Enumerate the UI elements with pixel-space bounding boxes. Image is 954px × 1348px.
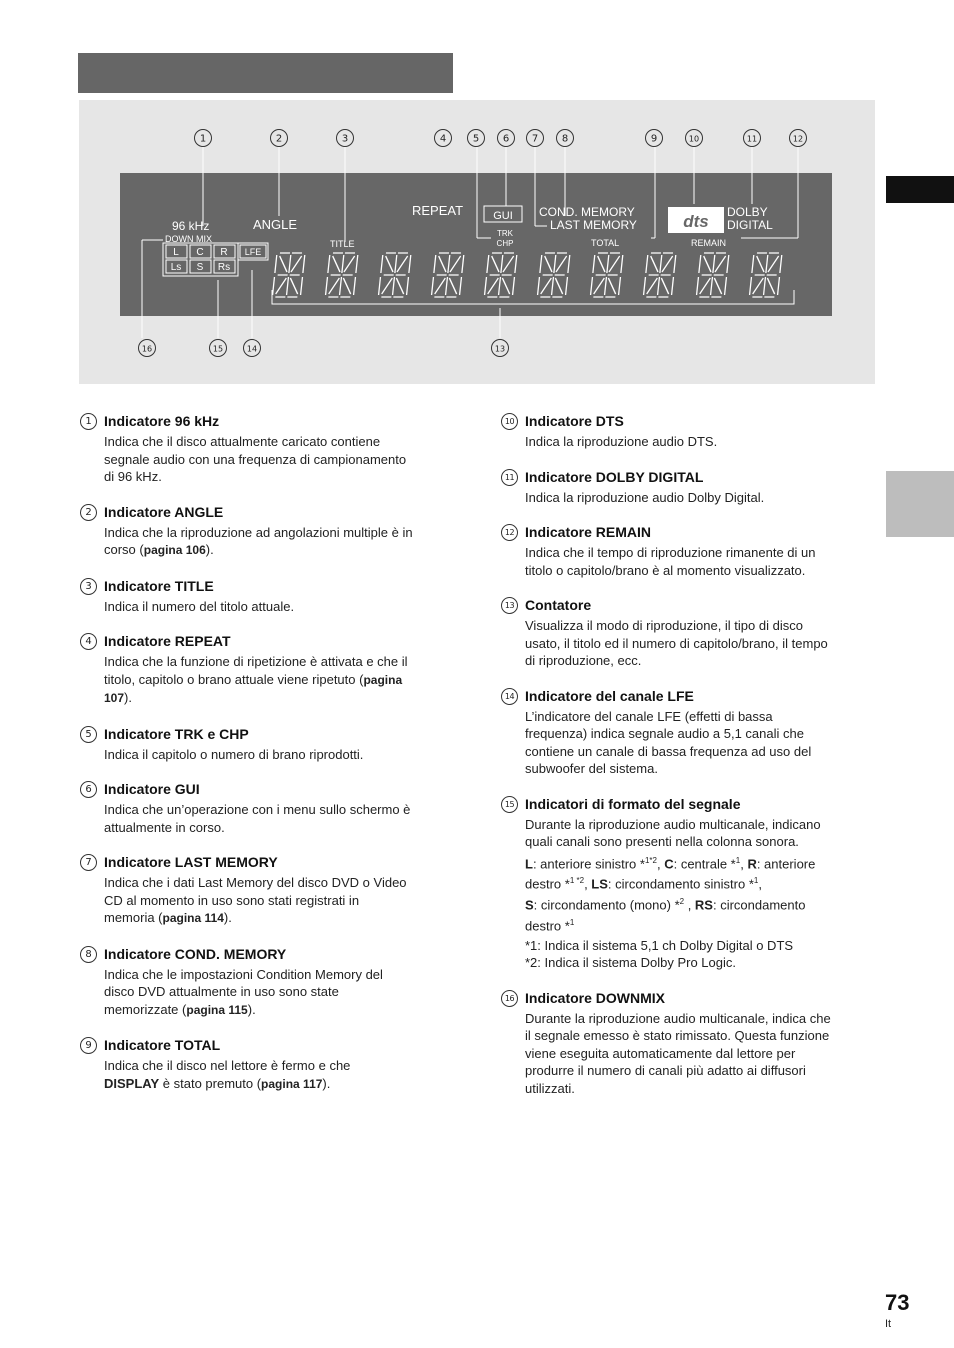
item-number-badge: 14 <box>501 688 518 705</box>
page-number: 73 <box>885 1290 910 1315</box>
item-description <box>525 489 879 507</box>
channel-legend: L: anteriore sinistro *$^{1*2}$, C: centrale *$^1$, R: anteriore destro *$^1$ $^{*2}$, LS: circondamento sinistro *$^1$, S: circondamento (mono) *$^2$ , RS: circondamento destro *$^1$ <box>525 855 816 934</box>
channel-r: R <box>220 247 228 258</box>
text-run: titolo, capitolo o brano attuale viene ripetuto ( <box>104 671 364 687</box>
text-run: Indica che il disco nel lettore è fermo e che <box>104 1058 351 1073</box>
right-column <box>501 412 879 1097</box>
text-run: *1: Indica il sistema 5,1 ch Dolby Digital o DTS <box>525 937 794 953</box>
item-title: Indicatore GUI <box>104 781 200 797</box>
text-run: destro * <box>525 876 570 892</box>
callout-number: 15 <box>212 344 224 354</box>
text-run: memorizzate ( <box>104 1001 187 1017</box>
footnote-mark: 1 <box>753 876 759 886</box>
indicator-item <box>80 853 458 928</box>
text-run: quali canali sono presenti nella colonna sonora. <box>525 834 799 849</box>
channel-rs: Rs <box>217 262 231 273</box>
text-run: RS <box>694 897 713 913</box>
item-title: Indicatore 96 kHz <box>104 413 220 429</box>
text-run: subwoofer del sistema. <box>525 761 658 776</box>
indicator-item <box>501 795 879 972</box>
channel-c: C <box>196 247 204 258</box>
item-description <box>525 617 879 670</box>
item-number-badge: 13 <box>501 597 518 614</box>
item-title: Indicatore TITLE <box>104 577 214 594</box>
dolby-label: DOLBY <box>727 205 768 219</box>
callout-number: 14 <box>246 344 258 354</box>
text-run: Indica che il tempo di riproduzione rimanente di un <box>525 545 816 560</box>
display-diagram <box>79 100 875 384</box>
item-number-badge: 4 <box>80 633 97 650</box>
callout-number: 7 <box>531 133 539 145</box>
down-mix-label: DOWN MIX <box>165 234 212 244</box>
gui-label: GUI <box>493 210 513 222</box>
footnote-mark: 1 <box>569 876 575 886</box>
text-run: : circondamento <box>712 897 806 913</box>
cond-memory-label: COND. MEMORY <box>539 205 635 219</box>
channel-ls: Ls <box>170 262 182 273</box>
callout-number: 12 <box>792 134 804 144</box>
text-run: : circondamento sinistro * <box>607 876 754 892</box>
text-run: disco DVD attualmente in uso sono state <box>104 984 339 999</box>
item-title: Indicatore DOLBY DIGITAL <box>525 468 704 485</box>
item-description <box>104 524 458 560</box>
footnote-mark: 1 <box>644 855 650 865</box>
text-run: memoria ( <box>104 910 163 925</box>
text-run: pagina 117 <box>261 1076 323 1091</box>
item-description <box>104 653 458 708</box>
item-number-badge: 6 <box>80 781 97 798</box>
indicator-item <box>80 725 458 764</box>
side-tab-black <box>886 176 954 203</box>
language-code: It <box>885 1318 892 1330</box>
text-run: produrre il numero di canali più adatto ai diffusori <box>525 1063 806 1079</box>
text-run: utilizzati. <box>525 1080 575 1096</box>
item-title: Indicatore COND. MEMORY <box>104 945 287 962</box>
item-number-badge: 7 <box>80 854 97 871</box>
text-run: Indica la riproduzione audio Dolby Digital. <box>525 489 765 505</box>
text-run: : anteriore sinistro * <box>532 855 645 871</box>
callout-number: 5 <box>472 133 480 145</box>
text-run: Durante la riproduzione audio multicanale, indica che <box>525 1010 831 1026</box>
indicator-item <box>501 468 879 507</box>
item-title: Indicatore DOWNMIX <box>525 989 666 1006</box>
callout-number: 6 <box>502 133 510 145</box>
text-run: pagina 115 <box>186 1002 248 1017</box>
angle-label: ANGLE <box>253 217 298 232</box>
item-description <box>104 433 458 486</box>
text-run: Indica che le impostazioni Condition Memory del <box>104 966 383 982</box>
item-title: Indicatore ANGLE <box>104 503 224 520</box>
last-memory-label: LAST MEMORY <box>550 218 637 232</box>
item-title: Indicatore del canale LFE <box>525 687 694 704</box>
text-run: L’indicatore del canale LFE (effetti di bassa <box>525 708 773 724</box>
text-run: Indica la riproduzione audio DTS. <box>525 434 718 449</box>
item-number-badge: 5 <box>80 726 97 743</box>
item-number-badge: 12 <box>501 524 518 541</box>
indicator-item <box>501 412 879 451</box>
indicator-item <box>501 596 879 670</box>
item-title: Contatore <box>525 597 592 613</box>
item-description <box>525 433 879 451</box>
footnote-mark: 1 <box>569 917 575 927</box>
item-title: Indicatore TRK e CHP <box>104 725 249 742</box>
text-run: destro * <box>525 918 570 934</box>
text-run: L <box>525 855 533 871</box>
indicator-item <box>80 780 458 836</box>
text-run: ). <box>223 910 232 925</box>
repeat-label: REPEAT <box>412 203 464 218</box>
text-run: 107 <box>104 691 125 705</box>
dts-logo: dts <box>683 212 709 231</box>
text-run: DISPLAY <box>104 1075 160 1091</box>
text-run: ). <box>205 542 214 557</box>
text-run: pagina 106 <box>143 543 206 557</box>
chp-label: CHP <box>496 239 514 248</box>
text-run: LS <box>591 876 608 892</box>
item-description <box>525 1010 879 1098</box>
item-number-badge: 8 <box>80 946 97 963</box>
item-description <box>104 598 458 616</box>
text-run: frequenza) indica segnale audio a 5,1 canali che <box>525 726 804 741</box>
text-run: usato, il titolo ed il numero di capitolo/brano, il tempo <box>525 635 828 651</box>
text-run: CD al momento in uso sono stati registrati in <box>104 892 360 908</box>
total-label: TOTAL <box>591 238 620 248</box>
text-run: segnale audio con una frequenza di campionamento <box>104 451 407 467</box>
text-run: : anteriore <box>756 855 816 871</box>
text-run: Indica che la funzione di ripetizione è attivata e che il <box>104 654 408 669</box>
callout-number: 3 <box>341 133 349 145</box>
text-run: ). <box>247 1001 256 1017</box>
channel-l: L <box>173 247 179 258</box>
item-number-badge: 15 <box>501 796 518 813</box>
text-run: Indica il numero del titolo attuale. <box>104 598 295 614</box>
indicator-item <box>80 412 458 486</box>
indicator-item <box>80 577 458 616</box>
item-number-badge: 1 <box>80 413 97 430</box>
callout-number: 16 <box>141 344 153 354</box>
callout-number: 8 <box>561 133 569 145</box>
item-title: Indicatore REPEAT <box>104 633 231 649</box>
callout-number: 1 <box>199 133 207 145</box>
text-run: Indica che la riproduzione ad angolazioni multiple è in <box>104 524 413 540</box>
item-description <box>104 801 458 836</box>
item-description <box>525 816 879 851</box>
callout-number: 9 <box>650 133 658 145</box>
remain-label: REMAIN <box>691 238 727 248</box>
text-run: Indica che i dati Last Memory del disco DVD o Video <box>104 875 407 890</box>
item-title: Indicatori di formato del segnale <box>525 795 741 812</box>
footnote-mark: 1 <box>735 855 741 865</box>
digital-label: DIGITAL <box>727 218 773 232</box>
text-run: ). <box>322 1075 331 1091</box>
text-run: pagina <box>363 672 403 687</box>
khz-label: 96 kHz <box>172 219 210 233</box>
item-title: Indicatore REMAIN <box>525 524 652 540</box>
lfe-label: LFE <box>244 247 262 257</box>
item-description <box>525 544 879 579</box>
indicator-item <box>80 503 458 560</box>
item-description <box>104 746 458 764</box>
item-number-badge: 11 <box>501 469 518 486</box>
indicator-item <box>501 523 879 579</box>
text-run: corso ( <box>104 542 144 557</box>
display-panel-svg <box>79 100 875 384</box>
text-run: R <box>747 855 757 871</box>
item-description <box>104 966 458 1020</box>
left-column <box>80 412 458 1093</box>
text-run: il segnale emesso è stato rimissato. Questa funzione <box>525 1028 830 1044</box>
text-run: è stato premuto ( <box>159 1075 262 1091</box>
item-title: Indicatore DTS <box>525 413 624 429</box>
text-run: di 96 kHz. <box>104 469 162 484</box>
indicator-item <box>501 687 879 778</box>
callout-number: 4 <box>439 133 447 145</box>
text-run: pagina 114 <box>162 911 224 925</box>
text-run: Indica che il disco attualmente caricato contiene <box>104 434 381 449</box>
text-run: Visualizza il modo di riproduzione, il tipo di disco <box>525 618 803 633</box>
item-title: Indicatore LAST MEMORY <box>104 854 278 870</box>
text-run: di riproduzione, ecc. <box>525 653 642 668</box>
item-description <box>104 874 458 928</box>
item-number-badge: 2 <box>80 504 97 521</box>
indicator-item <box>80 632 458 708</box>
text-run: attualmente in corso. <box>104 819 225 835</box>
text-run: : circondamento (mono) * <box>533 897 680 913</box>
trk-label: TRK <box>497 229 513 238</box>
text-run: *2: Indica il sistema Dolby Pro Logic. <box>525 955 736 971</box>
text-run: S <box>525 897 534 913</box>
text-run: ). <box>124 690 132 705</box>
text-run: viene eseguita automaticamente dal lettore per <box>525 1045 796 1061</box>
text-run: Durante la riproduzione audio multicanale, indicano <box>525 816 821 832</box>
item-number-badge: 16 <box>501 990 518 1007</box>
item-number-badge: 9 <box>80 1037 97 1054</box>
text-run: contiene un canale di bassa frequenza ad uso del <box>525 743 812 759</box>
text-run: Indica che un’operazione con i menu sullo schermo è <box>104 802 411 817</box>
indicator-item <box>501 989 879 1098</box>
title-label: TITLE <box>330 239 355 249</box>
text-run: C <box>664 855 674 871</box>
callout-number: 10 <box>688 134 700 144</box>
indicator-item <box>80 1036 458 1093</box>
side-tab-gray <box>886 471 954 537</box>
footnote-mark: *2 <box>649 855 657 865</box>
callout-number: 2 <box>275 133 283 145</box>
text-run: titolo o capitolo/brano è al momento visualizzato. <box>525 562 806 578</box>
section-header-bar <box>78 53 453 93</box>
footnotes <box>525 937 879 972</box>
item-number-badge: 10 <box>501 413 518 430</box>
indicator-item <box>80 945 458 1020</box>
item-number-badge: 3 <box>80 578 97 595</box>
footnote-mark: 2 <box>679 897 685 907</box>
text-run: : centrale * <box>673 855 736 871</box>
text-run: Indica il capitolo o numero di brano riprodotti. <box>104 746 364 762</box>
callout-number: 13 <box>494 344 506 354</box>
item-description <box>104 1057 458 1093</box>
item-description <box>525 708 879 778</box>
footnote-mark: *2 <box>574 876 585 886</box>
callout-number: 11 <box>746 134 758 144</box>
channel-s: S <box>196 262 204 273</box>
item-title: Indicatore TOTAL <box>104 1037 221 1053</box>
